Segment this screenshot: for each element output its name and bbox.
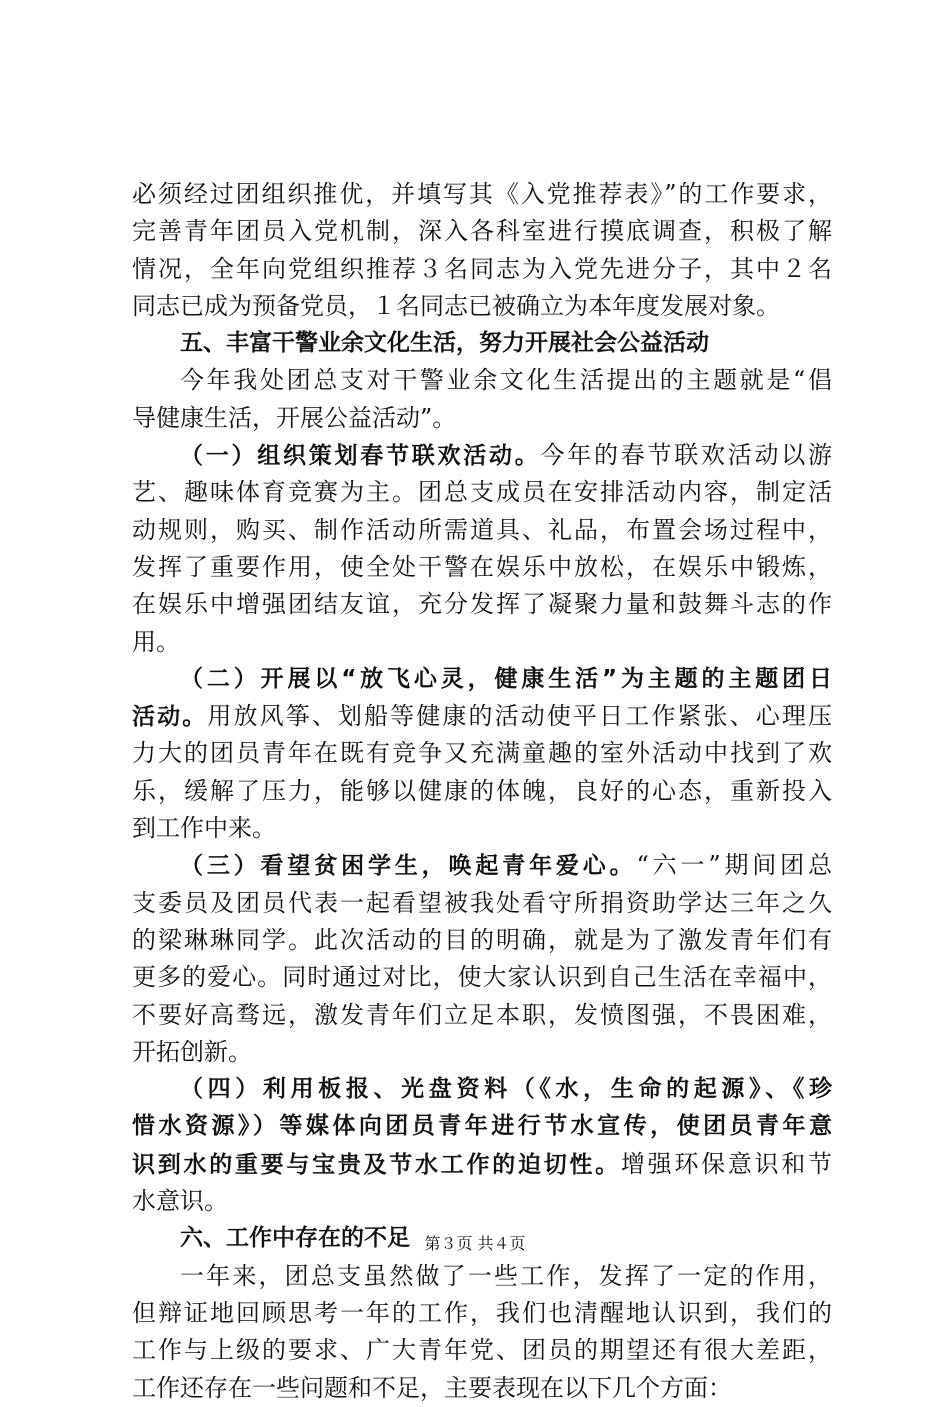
subheading-1: （一）组织策划春节联欢活动。 xyxy=(180,443,541,470)
paragraph-line: 工作还存在一些问题和不足，主要表现在以下几个方面： xyxy=(132,1373,732,1402)
paragraph-line: 发挥了重要作用，使全处干警在娱乐中放松，在娱乐中锻炼， xyxy=(132,552,832,581)
paragraph-line: 到工作中来。 xyxy=(132,814,276,843)
paragraph-line-mixed xyxy=(132,698,832,735)
paragraph-line: 乐，缓解了压力，能够以健康的体魄，良好的心态，重新投入 xyxy=(132,776,832,805)
paragraph-line-mixed xyxy=(132,847,832,884)
section-heading-5: 五、丰富干警业余文化生活，努力开展社会公益活动 xyxy=(180,330,709,357)
paragraph-line: 必须经过团组织推优，并填写其《入党推荐表》”的工作要求， xyxy=(132,180,832,208)
paragraph-line: 一年来，团总支虽然做了一些工作，发挥了一定的作用， xyxy=(180,1261,832,1290)
paragraph-line: 水意识。 xyxy=(132,1187,228,1216)
paragraph-line: 今年我处团总支对干警业余文化生活提出的主题就是“倡 xyxy=(180,366,832,395)
paragraph-line: 情况，全年向党组织推荐３名同志为入党先进分子，其中２名 xyxy=(132,254,832,283)
section-heading-6: 六、工作中存在的不足 xyxy=(180,1225,410,1252)
paragraph-text: 增强环保意识和节 xyxy=(620,1149,832,1178)
subheading-4-cont: 惜水资源》）等媒体向团员青年进行节水宣传，使团员青年意 xyxy=(132,1113,832,1140)
paragraph-line: 在娱乐中增强团结友谊，充分发挥了凝聚力量和鼓舞斗志的作 xyxy=(132,590,832,619)
paragraph-line: 完善青年团员入党机制，深入各科室进行摸底调查，积极了解 xyxy=(132,217,832,246)
paragraph-text: 用放风筝、划船等健康的活动使平日工作紧张、心理压 xyxy=(207,702,832,731)
paragraph-line: 用。 xyxy=(132,627,180,656)
paragraph-text: “六一”期间团总 xyxy=(636,851,832,880)
paragraph-line: 艺、趣味体育竞赛为主。团总支成员在安排活动内容，制定活 xyxy=(132,478,832,507)
document-body xyxy=(132,176,832,1407)
paragraph-line: 不要好高骛远，激发青年们立足本职，发愤图强，不畏困难， xyxy=(132,1000,832,1029)
subheading-2: （二）开展以“放飞心灵，健康生活”为主题的主题团日 xyxy=(180,665,832,692)
subheading-2-end: 活动。 xyxy=(132,704,208,731)
paragraph-line: 的梁琳琳同学。此次活动的目的明确，就是为了激发青年们有 xyxy=(132,925,832,954)
paragraph-line-mixed xyxy=(132,1146,832,1183)
paragraph-line: 导健康生活，开展公益活动”。 xyxy=(132,403,457,432)
paragraph-line: 同志已成为预备党员，１名同志已被确立为本年度发展对象。 xyxy=(132,291,780,320)
paragraph-line: 工作与上级的要求、广大青年党、团员的期望还有很大差距， xyxy=(132,1336,832,1365)
subheading-3: （三）看望贫困学生，唤起青年爱心。 xyxy=(180,853,637,880)
paragraph-line: 但辩证地回顾思考一年的工作，我们也清醒地认识到，我们的 xyxy=(132,1298,832,1327)
subheading-4-end: 识到水的重要与宝贵及节水工作的迫切性。 xyxy=(132,1151,621,1178)
subheading-4: （四）利用板报、光盘资料（《水，生命的起源》、《珍 xyxy=(180,1076,832,1103)
paragraph-text: 今年的春节联欢活动以游 xyxy=(540,441,832,470)
paragraph-line: 力大的团员青年在既有竞争又充满童趣的室外活动中找到了欢 xyxy=(132,739,832,768)
paragraph-line: 更多的爱心。同时通过对比，使大家认识到自己生活在幸福中， xyxy=(132,963,832,992)
paragraph-line: 动规则，购买、制作活动所需道具、礼品，布置会场过程中， xyxy=(132,515,832,544)
paragraph-line: 开拓创新。 xyxy=(132,1037,252,1066)
page-number-footer: 第３页 共４页 xyxy=(424,1234,526,1253)
paragraph-line: 支委员及团员代表一起看望被我处看守所捐资助学达三年之久 xyxy=(132,888,832,917)
paragraph-line-mixed xyxy=(132,437,832,474)
